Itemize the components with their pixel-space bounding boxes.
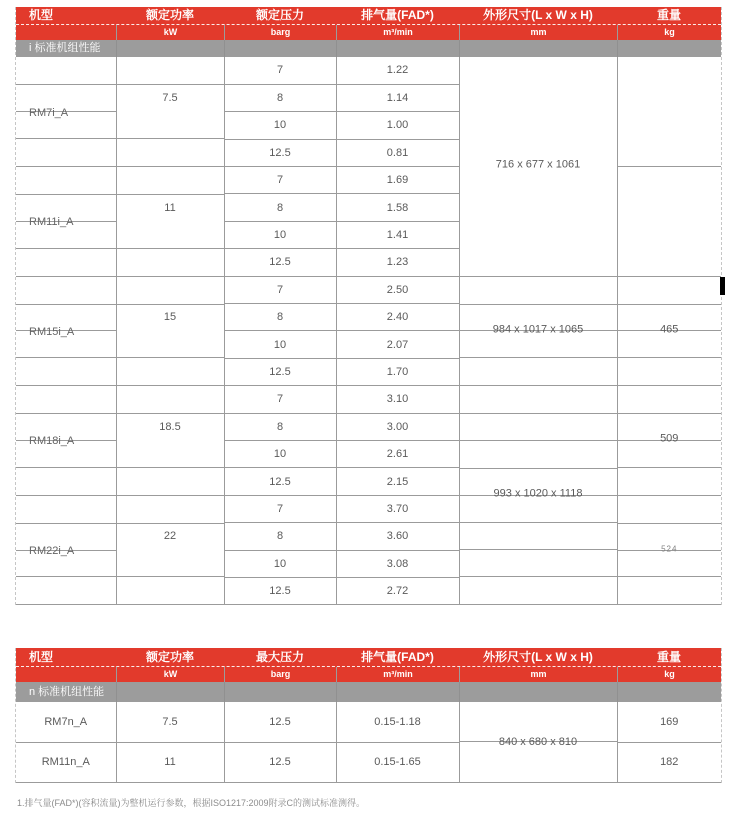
unit-blank — [16, 667, 116, 682]
unit-kw: kW — [116, 667, 224, 682]
weight-cell — [617, 57, 721, 167]
power-cell — [116, 167, 224, 277]
column-header-weight: 重量 — [656, 8, 681, 22]
pressure-cell: 10 — [224, 221, 336, 248]
model-name: RM15i_A — [29, 325, 75, 338]
unit-barg: barg — [224, 667, 336, 682]
power-cell — [116, 57, 224, 167]
pressure-cell: 12.5 — [224, 249, 336, 276]
fad-cell: 1.41 — [336, 221, 459, 248]
column-header-power: 额定功率 — [145, 650, 194, 664]
cursor-artifact-mark — [720, 277, 725, 295]
power-cell — [116, 386, 224, 496]
pressure-cell: 8 — [224, 304, 336, 331]
power-value: 15 — [163, 311, 177, 324]
power-cell — [116, 495, 224, 605]
pressure-cell: 8 — [224, 194, 336, 221]
column-header-pressure: 额定压力 — [255, 8, 304, 22]
section-label: n 标准机组性能 — [29, 686, 105, 698]
pressure-cell: 7 — [224, 167, 336, 194]
column-header-model: 机型 — [29, 650, 54, 664]
model-cell: RM7n_A — [16, 702, 116, 742]
power-cell: 7.5 — [116, 702, 224, 742]
fad-cell: 2.61 — [336, 440, 459, 467]
power-value: 22 — [163, 530, 177, 543]
column-header-weight: 重量 — [656, 650, 681, 664]
fad-cell: 3.60 — [336, 523, 459, 550]
pressure-cell: 12.5 — [224, 468, 336, 495]
fad-cell: 3.00 — [336, 413, 459, 440]
fad-cell: 2.15 — [336, 468, 459, 495]
pressure-cell: 12.5 — [224, 358, 336, 385]
fad-cell: 1.00 — [336, 112, 459, 139]
table-i-data-grid — [16, 57, 721, 605]
fad-cell: 3.08 — [336, 550, 459, 577]
table-n-data-grid — [16, 702, 721, 783]
dims-value: 840 x 680 x 810 — [498, 735, 578, 748]
dims-value: 716 x 677 x 1061 — [495, 158, 581, 171]
unit-barg: barg — [224, 25, 336, 40]
section-band-n — [16, 682, 721, 702]
fad-cell: 2.40 — [336, 304, 459, 331]
power-cell: 11 — [116, 742, 224, 782]
column-header-pressure: 最大压力 — [255, 650, 304, 664]
column-header-dims: 外形尺寸(L x W x H) — [483, 650, 593, 664]
pressure-cell: 7 — [224, 276, 336, 303]
model-cell: RM11n_A — [16, 742, 116, 782]
table-n-header-names — [16, 648, 721, 666]
model-cell — [16, 167, 116, 277]
spec-table-n-series — [15, 648, 722, 783]
table-row — [16, 57, 721, 84]
unit-blank — [16, 25, 116, 40]
power-cell — [116, 276, 224, 386]
model-cell — [16, 495, 116, 605]
pressure-cell: 8 — [224, 84, 336, 111]
table-row — [16, 386, 721, 413]
pressure-cell: 10 — [224, 112, 336, 139]
model-name: RM22i_A — [29, 544, 75, 557]
model-cell — [16, 386, 116, 496]
pressure-cell: 7 — [224, 495, 336, 522]
weight-cell: 169 — [617, 702, 721, 742]
footnote: 1.排气量(FAD*)(容积流量)为整机运行参数，根据ISO1217:2009附录C的测试标准测得。 — [17, 798, 366, 808]
section-label: i 标准机组性能 — [29, 42, 101, 54]
pressure-cell: 12.5 — [224, 577, 336, 604]
spec-table-i-series — [15, 7, 722, 605]
pressure-cell: 7 — [224, 57, 336, 84]
section-band-i — [16, 40, 721, 57]
column-header-dims: 外形尺寸(L x W x H) — [483, 8, 593, 22]
fad-cell: 3.70 — [336, 495, 459, 522]
pressure-cell: 12.5 — [224, 742, 336, 782]
weight-value: 465 — [660, 323, 679, 336]
dims-cell — [459, 386, 617, 605]
power-value: 7.5 — [162, 91, 178, 104]
fad-cell: 1.14 — [336, 84, 459, 111]
power-value: 11 — [164, 201, 176, 214]
column-header-fad: 排气量(FAD*) — [361, 8, 434, 22]
model-cell — [16, 276, 116, 386]
column-header-fad: 排气量(FAD*) — [361, 650, 434, 664]
fad-cell: 0.15-1.65 — [336, 742, 459, 782]
table-i-header-names — [16, 7, 721, 24]
weight-cell — [617, 276, 721, 386]
unit-kg: kg — [617, 25, 721, 40]
fad-cell: 0.15-1.18 — [336, 702, 459, 742]
model-cell — [16, 57, 116, 167]
weight-cell: 182 — [617, 742, 721, 782]
table-i-header — [16, 7, 721, 40]
weight-cell — [617, 386, 721, 496]
unit-mm: mm — [459, 25, 617, 40]
fad-cell: 2.07 — [336, 331, 459, 358]
pressure-cell: 7 — [224, 386, 336, 413]
weight-value: 509 — [660, 433, 679, 446]
table-i-header-units — [16, 24, 721, 40]
dims-cell — [459, 276, 617, 386]
pressure-cell: 10 — [224, 331, 336, 358]
table-n-header-units — [16, 666, 721, 682]
fad-cell: 1.22 — [336, 57, 459, 84]
table-n-header — [16, 648, 721, 682]
dims-value: 993 x 1020 x 1118 — [493, 487, 583, 500]
fad-cell: 2.50 — [336, 276, 459, 303]
weight-cell — [617, 495, 721, 605]
column-header-power: 额定功率 — [145, 8, 194, 22]
dims-value: 984 x 1017 x 1065 — [492, 323, 584, 336]
unit-kg: kg — [617, 667, 721, 682]
fad-cell: 1.23 — [336, 249, 459, 276]
fad-cell: 0.81 — [336, 139, 459, 166]
fad-cell: 1.69 — [336, 167, 459, 194]
unit-m3min: m³/min — [336, 667, 459, 682]
unit-m3min: m³/min — [336, 25, 459, 40]
column-header-model: 机型 — [29, 8, 54, 22]
pressure-cell: 12.5 — [224, 702, 336, 742]
dims-cell — [459, 702, 617, 782]
unit-mm: mm — [459, 667, 617, 682]
pressure-cell: 8 — [224, 413, 336, 440]
fad-cell: 1.70 — [336, 358, 459, 385]
model-name: RM18i_A — [29, 435, 75, 448]
power-value: 18.5 — [159, 420, 181, 433]
pressure-cell: 8 — [224, 523, 336, 550]
table-row — [16, 702, 721, 742]
fad-cell: 2.72 — [336, 577, 459, 604]
pressure-cell: 10 — [224, 550, 336, 577]
pressure-cell: 12.5 — [224, 139, 336, 166]
model-name: RM11i_A — [29, 216, 74, 229]
table-row — [16, 276, 721, 303]
fad-cell: 3.10 — [336, 386, 459, 413]
fad-cell: 1.58 — [336, 194, 459, 221]
pressure-cell: 10 — [224, 440, 336, 467]
unit-kw: kW — [116, 25, 224, 40]
model-name: RM7i_A — [29, 106, 69, 119]
weight-cell — [617, 167, 721, 277]
weight-value: 524 — [661, 544, 678, 554]
dims-cell — [459, 57, 617, 276]
